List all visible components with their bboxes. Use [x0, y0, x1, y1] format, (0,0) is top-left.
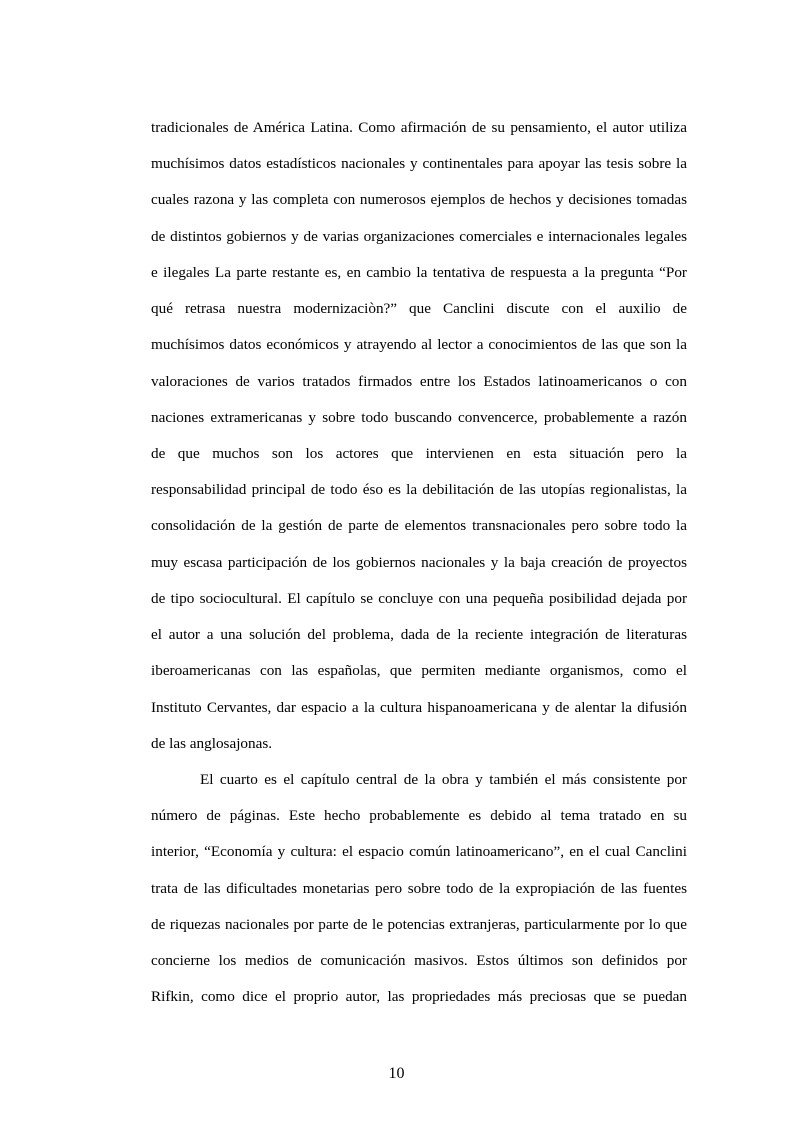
text-line: muy escasa participación de los gobiernos nacionales y la baja creación de proyectos [151, 553, 687, 571]
text-line: e ilegales La parte restante es, en cambio la tentativa de respuesta a la pregunta “Por [151, 263, 687, 281]
text-line: concierne los medios de comunicación masivos. Estos últimos son definidos por [151, 952, 687, 970]
text-line: cuales razona y las completa con numerosos ejemplos de hechos y decisiones tomadas [151, 191, 687, 209]
text-line: el autor a una solución del problema, dada de la reciente integración de literaturas [151, 626, 687, 644]
text-line: interior, “Economía y cultura: el espacio común latinoamericano”, en el cual Canclini [151, 843, 687, 861]
text-line: de que muchos son los actores que intervienen en esta situación pero la [151, 444, 687, 462]
text-line: responsabilidad principal de todo éso es la debilitación de las utopías regionalistas, la [151, 481, 687, 499]
text-line: tradicionales de América Latina. Como afirmación de su pensamiento, el autor utiliza [151, 119, 687, 136]
body-text [151, 110, 687, 1015]
text-line: trata de las dificultades monetarias pero sobre todo de la expropiación de las fuentes [151, 879, 687, 897]
text-line: muchísimos datos económicos y atrayendo al lector a conocimientos de las que son la [151, 336, 687, 354]
text-line: de tipo sociocultural. El capítulo se concluye con una pequeña posibilidad dejada por [151, 589, 687, 607]
text-line: muchísimos datos estadísticos nacionales y continentales para apoyar las tesis sobre la [151, 155, 687, 173]
text-line: qué retrasa nuestra modernizaciòn?” que Canclini discute con el auxilio de [151, 300, 687, 318]
text-line: valoraciones de varios tratados firmados entre los Estados latinoamericanos o con [151, 372, 687, 390]
text-line: Rifkin, como dice el proprio autor, las propriedades más preciosas que se puedan [151, 988, 687, 1006]
text-line: de distintos gobiernos y de varias organizaciones comerciales e internacionales legales [151, 227, 687, 245]
text-line: número de páginas. Este hecho probablemente es debido al tema tratado en su [151, 807, 687, 825]
text-line: consolidación de la gestión de parte de elementos transnacionales pero sobre todo la [151, 517, 687, 535]
text-line: iberoamericanas con las españolas, que permiten mediante organismos, como el [151, 662, 687, 680]
text-line: Instituto Cervantes, dar espacio a la cultura hispanoamericana y de alentar la difusión [151, 698, 687, 716]
paragraph-end-line: de las anglosajonas. [151, 734, 273, 752]
paragraph-first-line: El cuarto es el capítulo central de la obra y también el más consistente por [200, 770, 687, 788]
text-line: naciones extramericanas y sobre todo buscando convencerce, probablemente a razón [151, 408, 687, 426]
page-number: 10 [388, 1065, 405, 1082]
text-line: de riquezas nacionales por parte de le potencias extranjeras, particularmente por lo que [151, 915, 687, 933]
